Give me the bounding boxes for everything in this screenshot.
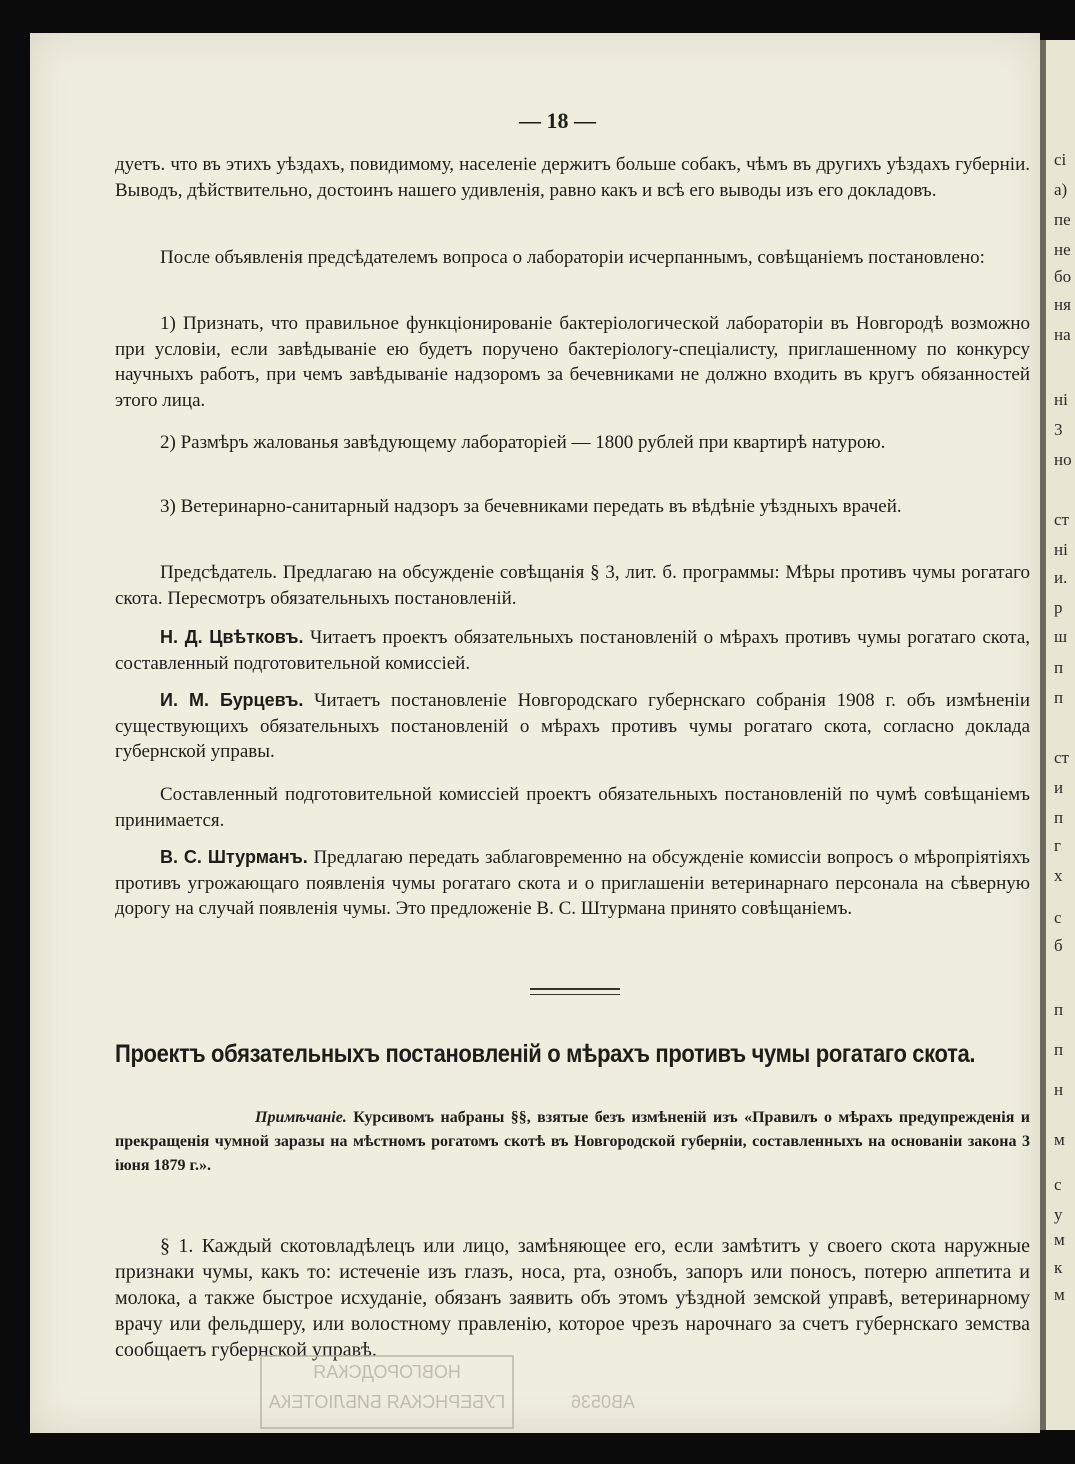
margin-fragment: ст — [1054, 510, 1069, 529]
inventory-number: АВ0536 — [570, 1392, 635, 1412]
margin-fragment: бо — [1054, 267, 1072, 286]
margin-fragment: ні — [1054, 540, 1068, 559]
margin-fragment: п — [1054, 808, 1064, 827]
margin-fragment: н — [1054, 1080, 1064, 1099]
paragraph — [115, 560, 1030, 611]
adjacent-page-edge — [1040, 40, 1075, 1430]
paragraph — [115, 845, 1030, 922]
margin-fragment: на — [1054, 325, 1071, 344]
paragraph — [115, 430, 1030, 456]
margin-fragment: п — [1054, 1040, 1064, 1059]
paragraph-text: Читаетъ постановленіе Новгородскаго губернскаго собранія 1908 г. объ измѣненіи существующихъ обязательныхъ постановленій о мѣрахъ противъ чумы рогатаго скота, согласно доклада губернской управы. — [115, 690, 1030, 762]
margin-fragment: м — [1054, 1130, 1065, 1149]
paragraph-text: Читаетъ проектъ обязательныхъ постановленій о мѣрахъ противъ чумы рогатаго скота, составленный подготовительной комиссіей. — [115, 627, 1030, 674]
margin-fragment: с — [1054, 908, 1062, 927]
margin-fragment: б — [1054, 936, 1063, 955]
margin-fragment: р — [1054, 598, 1063, 617]
paragraph-text: После объявленія предсѣдателемъ вопроса о лабораторіи исчерпаннымъ, совѣщаніемъ постановлено: — [160, 247, 985, 268]
paragraph-text: Составленный подготовительной комиссіей проектъ обязательныхъ постановленій по чумѣ совѣщаніемъ принимается. — [115, 784, 1030, 831]
margin-fragment: не — [1054, 240, 1071, 259]
paragraph — [115, 688, 1030, 765]
margin-fragment: но — [1054, 450, 1072, 469]
margin-fragment: х — [1054, 866, 1063, 885]
margin-fragment: м — [1054, 1285, 1065, 1304]
note — [115, 1106, 1030, 1178]
margin-fragment: сі — [1054, 150, 1067, 169]
paragraph-text: 3) Ветеринарно-санитарный надзоръ за бечевниками передать въ вѣдѣніе уѣздныхъ врачей. — [160, 496, 902, 517]
margin-fragment: ні — [1054, 390, 1068, 409]
section-heading: Проектъ обязательныхъ постановленій о мѣрахъ противъ чумы рогатаго скота. — [115, 1040, 976, 1068]
paragraph — [115, 152, 1030, 203]
note-text: Курсивомъ набраны §§, взятые безъ измѣненій изъ «Правилъ о мѣрахъ предупрежденія и прекращенія чумной заразы на мѣстномъ рогатомъ скотѣ въ Новгородской губерніи, составленныхъ на основаніи закона 3 іюня 1879 г.». — [115, 1109, 1030, 1174]
paragraph-text: 1) Признать, что правильное функціонированіе бактеріологической лабораторіи въ Новгородѣ возможно при условіи, если завѣдываніе ею будетъ поручено бактеріологу-спеціалисту, приглашенному по конкурсу научныхъ работъ, при чемъ завѣдываніе надзоромъ за бечевниками не должно входить въ кругъ обязанностей этого лица. — [115, 313, 1030, 411]
margin-fragment: а) — [1054, 180, 1068, 199]
speaker-name: Н. Д. Цвѣтковъ. — [160, 627, 304, 647]
paragraph-text: Предлагаю передать заблаговременно на обсужденіе комиссіи вопросъ о мѣропріятіяхъ противъ угрожающаго появленія чумы рогатаго скота и о приглашеніи ветеринарнаго персонала на сѣверную дорогу на случай появленія чумы. Это предложеніе В. С. Штурмана принято совѣщаніемъ. — [115, 847, 1031, 919]
margin-fragment: п — [1054, 688, 1064, 707]
paragraph-text: дуетъ. что въ этихъ уѣздахъ, повидимому, населеніе держитъ больше собакъ, чѣмъ въ другихъ уѣздахъ губерніи. Выводъ, дѣйствительно, достоинъ нашего удивленія, равно какъ и всѣ его выводы изъ его докладовъ. — [115, 154, 1030, 201]
paragraph-text: 2) Размѣръ жалованья завѣдующему лабораторіей — 1800 рублей при квартирѣ натурою. — [160, 432, 886, 453]
page-number: — 18 — — [519, 108, 596, 133]
speaker-name: В. С. Штурманъ. — [160, 847, 308, 867]
margin-fragment: г — [1054, 836, 1061, 855]
article-text: § 1. Каждый скотовладѣлецъ или лицо, замѣняющее его, если замѣтитъ у своего скота наружные признаки чумы, какъ то: истеченіе изъ глазъ, носа, рта, ознобъ, запоръ или поносъ, потерю аппетита и молока, а также быстрое исхуданіе, обязанъ заявить объ этомъ уѣздной земской управѣ, ветеринарному врачу или фельдшеру, или волостному правленію, которое чрезъ нарочнаго за счетъ губернскаго земства сообщаетъ губернской управѣ. — [115, 1235, 1030, 1361]
note-label: Примѣчаніе. — [255, 1109, 347, 1126]
section-divider — [530, 988, 620, 995]
margin-fragment: п — [1054, 658, 1064, 677]
margin-fragment: к — [1054, 1258, 1063, 1277]
speaker-name: И. М. Бурцевъ. — [160, 690, 304, 710]
margin-fragment: и — [1054, 778, 1064, 797]
paragraph — [115, 245, 1030, 271]
paragraph-text: Предсѣдатель. Предлагаю на обсужденіе совѣщанія § 3, лит. б. программы: Мѣры противъ чумы рогатаго скота. Пересмотръ обязательныхъ постановленій. — [115, 562, 1030, 609]
margin-fragment: м — [1054, 1230, 1065, 1249]
margin-fragment: у — [1054, 1205, 1063, 1224]
library-stamp: НОВГОРОДСКАЯ ГУБЕРНСКАЯ БИБЛІОТЕКА — [260, 1355, 514, 1429]
margin-fragment: ш — [1054, 627, 1068, 646]
margin-fragment: п — [1054, 1000, 1064, 1019]
margin-fragment: ня — [1054, 295, 1071, 314]
margin-fragment: ст — [1054, 748, 1069, 767]
margin-fragment: пе — [1054, 210, 1071, 229]
margin-fragment: и. — [1054, 568, 1068, 587]
margin-fragment: с — [1054, 1175, 1062, 1194]
margin-fragment: 3 — [1054, 420, 1063, 439]
paragraph — [115, 311, 1030, 413]
paragraph — [115, 782, 1030, 833]
article-paragraph — [115, 1233, 1030, 1363]
paragraph — [115, 625, 1030, 676]
paragraph — [115, 494, 1030, 520]
